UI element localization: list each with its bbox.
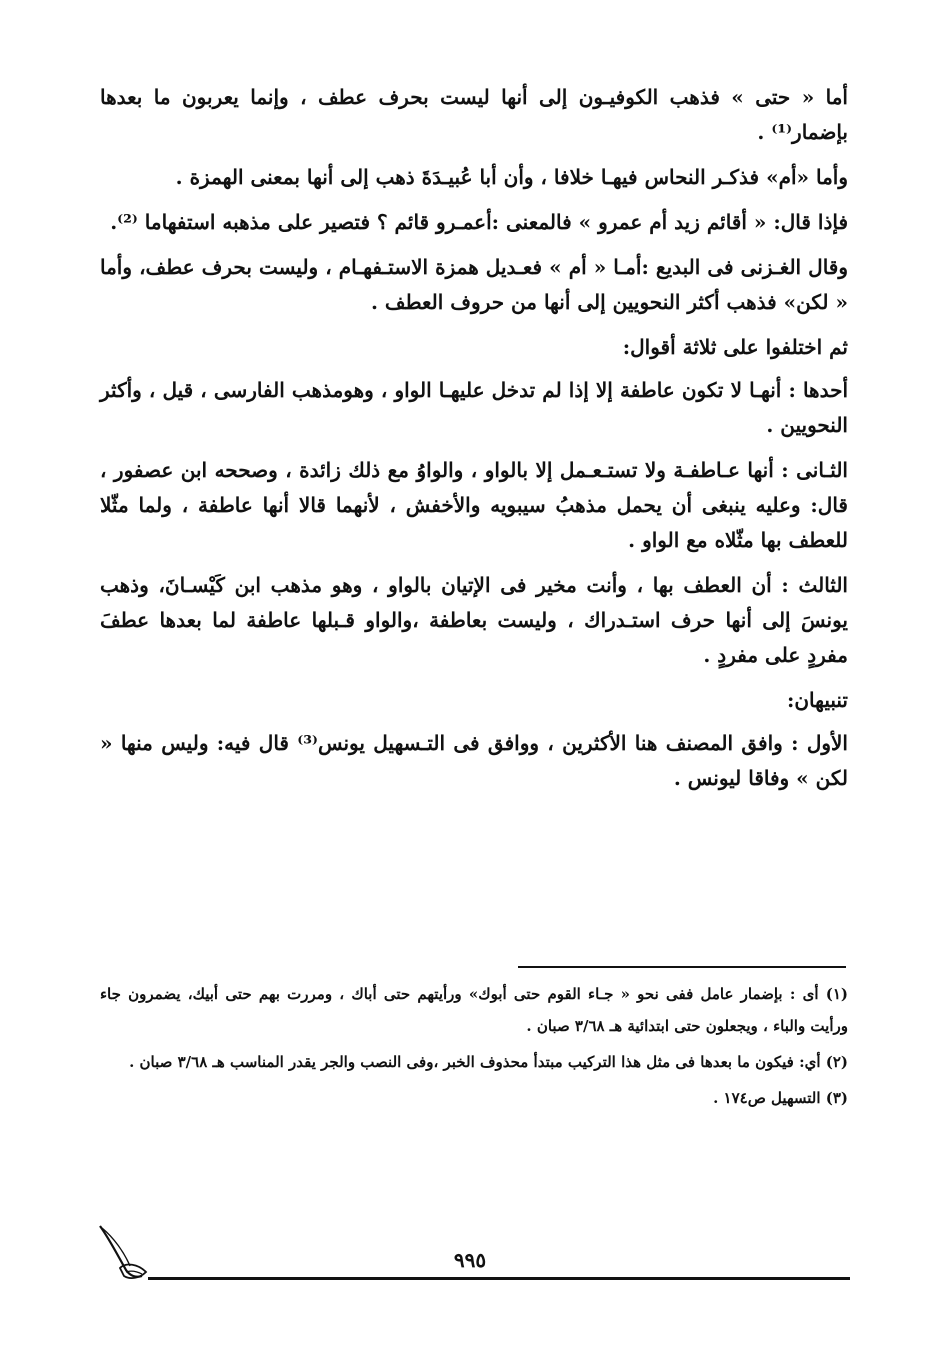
footnote-3: (٣) التسهيل ص١٧٤ . [713, 1089, 848, 1107]
paragraph-first-opinion: أحدها : أنهـا لا تكون عاطفة إلا إذا لم تدخل عليهـا الواو ، وهومذهب الفارسى ، قيل ، وأكثر النحويين . [100, 378, 848, 437]
footnote-separator [518, 966, 846, 968]
quill-ornament-icon [96, 1222, 156, 1284]
paragraph-istifham: فإذا قال: « أقائم زيد أم عمرو » فالمعنى :أعمـرو قائم ؟ فتصير على مذهبه استفهاما ⁽²⁾. [110, 210, 848, 234]
bottom-rule [148, 1277, 850, 1280]
footnote-1: (١) أى : بإضمار عامل ففى نحو « جـاء القوم حتى أبوك» ورأيتهم حتى أباك ، ومررت بهم حتى أبيك، يضمرون جاء ورأيت والباء ، ويجعلون حتى ابتدائية هـ ٣/٦٨ صبان . [100, 985, 848, 1035]
paragraph-ghazni: وقال الغـزنى فى البديع :أمـا « أم » فعـديل همزة الاستـفهـام ، وليست بحرف عطف، وأما « لكن» فذهب أكثر النحويين إلى أنها من حروف العطف . [100, 255, 848, 314]
page-number: ٩٩٥ [453, 1248, 487, 1272]
paragraph-tanbihan-heading: تنبيهان: [786, 688, 848, 712]
paragraph-second-opinion: الثـانى : أنها عـاطفـة ولا تستـعـمل إلا بالواو ، والواوُ مع ذلك زائدة ، وصححه ابن عصفور ، قال: وعليه ينبغى أن يحمل مذهبُ سيبويه والأخفش ، لأنهما قالا أنها عاطفة ، ولما مثّلا للعطف بها مثّلاه مع الواو . [100, 458, 848, 552]
footnote-2: (٢) أي: فيكون ما بعدها فى مثل هذا التركيب مبتدأ محذوف الخبر ،وفى النصب والجر يقدر المناسب هـ ٣/٦٨ صبان . [129, 1053, 848, 1071]
main-text [100, 80, 848, 806]
paragraph-am: وأما «أم» فذكـر النحاس فيهـا خلافا ، وأن أبا عُبيـدَةَ ذهب إلى أنها بمعنى الهمزة . [175, 165, 848, 189]
footnotes [100, 978, 848, 1118]
paragraph-third-opinion: الثالث : أن العطف بها ، وأنت مخير فى الإتيان بالواو ، وهو مذهب ابن كَيْسـانَ، وذهب يونسَ إلى أنها حرف استـدراك ، وليست بعاطفة ،والواو قـبلها عاطفة لما بعدها عطفَ مفردٍ على مفردٍ . [100, 573, 848, 667]
paragraph-first-note: الأول : وافق المصنف هنا الأكثرين ، ووافق فى التـسهيل يونس⁽³⁾ قال فيه: وليس منها « لكن » وفاقا ليونس . [100, 731, 848, 790]
paragraph-three-opinions: ثم اختلفوا على ثلاثة أقوال: [622, 335, 848, 359]
paragraph-hatta: أما « حتى » فذهب الكوفيـون إلى أنها ليست بحرف عطف ، وإنما يعربون ما بعدها بإضمار⁽¹⁾ . [100, 85, 848, 144]
